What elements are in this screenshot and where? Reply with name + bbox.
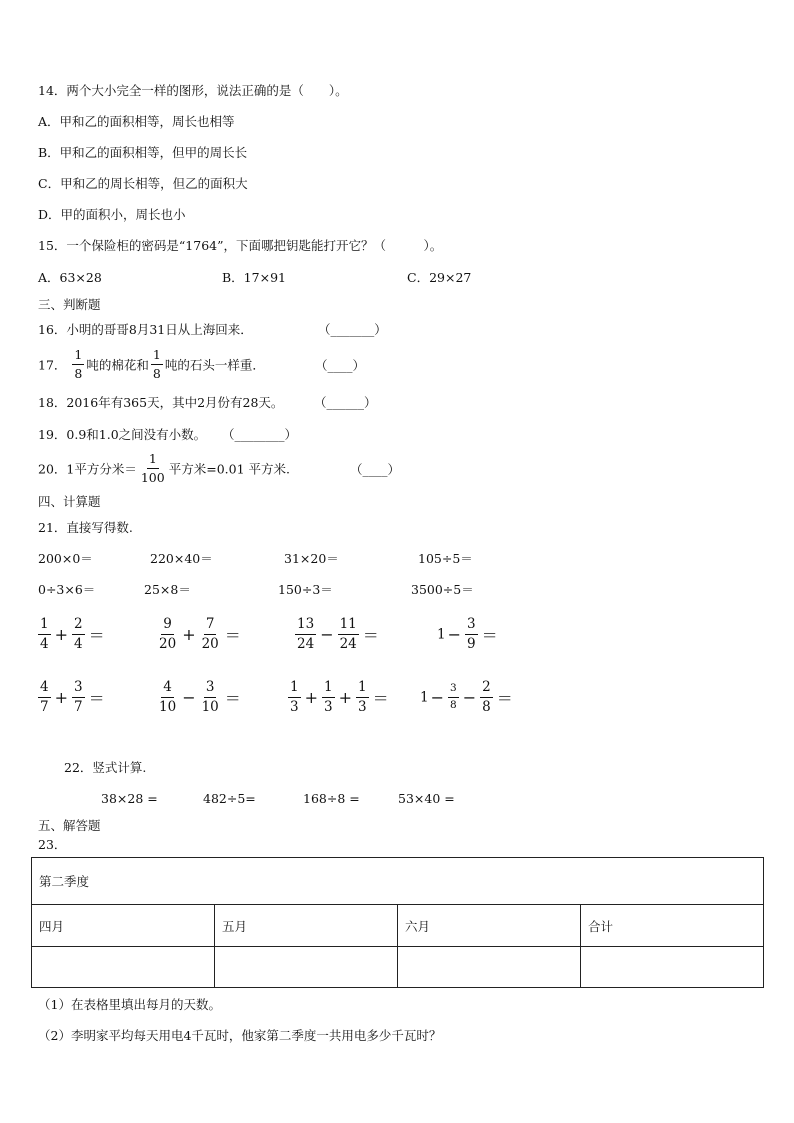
q22-item-4: 53×40 = bbox=[398, 791, 455, 806]
numerator: 1 bbox=[288, 680, 301, 698]
whole-number: 1 bbox=[420, 689, 429, 706]
equals-sign: ＝ bbox=[496, 688, 513, 708]
q17-tail: 吨的石头一样重． bbox=[164, 357, 265, 373]
q18-blank: （______） bbox=[314, 395, 377, 410]
equals-sign: ＝ bbox=[224, 688, 241, 708]
denominator: 3 bbox=[324, 698, 333, 715]
equals-sign: ＝ bbox=[88, 625, 105, 645]
fraction bbox=[72, 617, 85, 652]
numerator: 4 bbox=[38, 680, 51, 698]
fraction bbox=[157, 680, 178, 715]
denominator: 20 bbox=[159, 635, 177, 652]
q20-head: 20．1平方分米＝ bbox=[38, 461, 137, 477]
q20-fraction bbox=[139, 452, 167, 485]
denominator: 8 bbox=[152, 365, 161, 381]
whole-number: 1 bbox=[437, 626, 446, 643]
fraction bbox=[200, 617, 221, 652]
q23-sub2: （2）李明家平均每天用电4千瓦时，他家第二季度一共用电多少千瓦时？ bbox=[38, 1028, 442, 1043]
denominator: 24 bbox=[339, 635, 357, 652]
q20-tail: 平方米=0.01 平方米. bbox=[168, 461, 290, 477]
q21-r2-c4: 3500÷5＝ bbox=[411, 582, 474, 597]
q21-r3-c1 bbox=[36, 617, 107, 652]
q19-blank: （________） bbox=[222, 427, 298, 442]
denominator: 100 bbox=[140, 469, 165, 485]
q21-r4-c1 bbox=[36, 680, 107, 715]
q14-option-a: A．甲和乙的面积相等，周长也相等 bbox=[38, 114, 235, 129]
fraction bbox=[338, 617, 359, 652]
numerator: 1 bbox=[322, 680, 335, 698]
denominator: 10 bbox=[159, 698, 177, 715]
q15-option-a: A．63×28 bbox=[38, 270, 102, 285]
fraction bbox=[38, 680, 51, 715]
fraction bbox=[448, 683, 459, 711]
q19-text: 19．0.9和1.0之间没有小数。 bbox=[38, 427, 207, 442]
equals-sign: ＝ bbox=[362, 625, 379, 645]
section-heading-5: 五、解答题 bbox=[38, 818, 101, 833]
denominator: 4 bbox=[40, 635, 49, 652]
fraction bbox=[157, 617, 178, 652]
fraction bbox=[38, 617, 51, 652]
fraction bbox=[465, 617, 478, 652]
q14-option-d: D．甲的面积小，周长也小 bbox=[38, 207, 186, 222]
q23-table bbox=[31, 857, 764, 988]
answer-cell-total[interactable] bbox=[581, 947, 764, 988]
q23-sub1: （1）在表格里填出每月的天数。 bbox=[38, 997, 221, 1012]
answer-cell-may[interactable] bbox=[215, 947, 398, 988]
fraction bbox=[72, 680, 85, 715]
denominator: 8 bbox=[74, 365, 83, 381]
q17-line bbox=[38, 348, 265, 381]
q21-r4-c4 bbox=[420, 680, 515, 715]
q17-fraction-2 bbox=[151, 348, 163, 381]
denominator: 8 bbox=[482, 698, 491, 715]
denominator: 20 bbox=[201, 635, 219, 652]
section-heading-4: 四、计算题 bbox=[38, 494, 101, 509]
q21-r1-c1: 200×0＝ bbox=[38, 551, 93, 566]
q21-r3-c3 bbox=[293, 617, 381, 652]
numerator: 3 bbox=[204, 680, 217, 698]
denominator: 8 bbox=[450, 698, 457, 711]
section-heading-3: 三、判断题 bbox=[38, 297, 101, 312]
operator: − bbox=[462, 687, 477, 707]
equals-sign: ＝ bbox=[372, 688, 389, 708]
numerator: 4 bbox=[161, 680, 174, 698]
fraction bbox=[322, 680, 335, 715]
q21-r1-c2: 220×40＝ bbox=[150, 551, 213, 566]
fraction bbox=[295, 617, 316, 652]
q17-fraction-1 bbox=[72, 348, 84, 381]
fraction bbox=[356, 680, 369, 715]
denominator: 7 bbox=[40, 698, 49, 715]
header-cell-may: 五月 bbox=[215, 905, 398, 947]
q15-stem: 15．一个保险柜的密码是“1764”，下面哪把钥匙能打开它？（ ）。 bbox=[38, 238, 443, 253]
numerator: 13 bbox=[295, 617, 316, 635]
q14-option-b: B．甲和乙的面积相等，但甲的周长长 bbox=[38, 145, 248, 160]
numerator: 1 bbox=[147, 452, 159, 469]
q21-r1-c4: 105÷5＝ bbox=[418, 551, 473, 566]
q14-stem: 14．两个大小完全一样的图形，说法正确的是（ ）。 bbox=[38, 83, 348, 98]
q22-item-3: 168÷8 = bbox=[303, 791, 360, 806]
operator: − bbox=[430, 687, 444, 707]
q22-item-2: 482÷5= bbox=[203, 791, 256, 806]
equals-sign: ＝ bbox=[224, 625, 241, 645]
fraction bbox=[288, 680, 301, 715]
denominator: 4 bbox=[74, 635, 83, 652]
operator: + bbox=[304, 687, 318, 707]
answer-cell-june[interactable] bbox=[398, 947, 581, 988]
header-cell-april: 四月 bbox=[32, 905, 215, 947]
numerator: 1 bbox=[356, 680, 369, 698]
numerator: 2 bbox=[72, 617, 85, 635]
equals-sign: ＝ bbox=[481, 625, 498, 645]
q22-item-1: 38×28 = bbox=[101, 791, 158, 806]
numerator: 3 bbox=[465, 617, 478, 635]
q21-r4-c3 bbox=[286, 680, 391, 715]
operator: − bbox=[182, 687, 196, 707]
q17-num: 17． bbox=[38, 357, 67, 373]
q18-text: 18．2016年有365天，其中2月份有28天。 bbox=[38, 395, 284, 410]
denominator: 9 bbox=[467, 635, 476, 652]
header-cell-total: 合计 bbox=[581, 905, 764, 947]
q21-title: 21．直接写得数. bbox=[38, 520, 133, 535]
q16-text: 16．小明的哥哥8月31日从上海回来． bbox=[38, 322, 253, 337]
q21-r4-c2 bbox=[155, 680, 243, 715]
q14-option-c: C．甲和乙的周长相等，但乙的面积大 bbox=[38, 176, 248, 191]
q15-option-b: B．17×91 bbox=[222, 270, 286, 285]
q17-blank: （____） bbox=[315, 358, 366, 373]
numerator: 7 bbox=[204, 617, 217, 635]
numerator: 3 bbox=[448, 683, 459, 698]
denominator: 10 bbox=[201, 698, 219, 715]
numerator: 11 bbox=[338, 617, 359, 635]
numerator: 3 bbox=[72, 680, 85, 698]
fraction bbox=[200, 680, 221, 715]
operator: − bbox=[447, 624, 461, 644]
equals-sign: ＝ bbox=[88, 688, 105, 708]
q21-r2-c2: 25×8＝ bbox=[144, 582, 191, 597]
numerator: 9 bbox=[161, 617, 174, 635]
q20-line bbox=[38, 452, 290, 485]
numerator: 1 bbox=[38, 617, 51, 635]
q20-blank: （____） bbox=[350, 462, 401, 477]
denominator: 7 bbox=[74, 698, 83, 715]
operator: + bbox=[54, 687, 68, 707]
q21-r1-c3: 31×20＝ bbox=[284, 551, 339, 566]
q16-blank: （_______） bbox=[318, 322, 387, 337]
q15-option-c: C．29×27 bbox=[407, 270, 472, 285]
numerator: 2 bbox=[480, 680, 493, 698]
q21-r3-c2 bbox=[155, 617, 243, 652]
header-cell-june: 六月 bbox=[398, 905, 581, 947]
fraction bbox=[480, 680, 493, 715]
denominator: 3 bbox=[290, 698, 299, 715]
numerator: 1 bbox=[72, 348, 84, 365]
operator: + bbox=[338, 687, 352, 707]
denominator: 24 bbox=[297, 635, 315, 652]
operator: + bbox=[54, 624, 68, 644]
q21-r3-c4 bbox=[437, 617, 500, 652]
q21-r2-c1: 0÷3×6＝ bbox=[38, 582, 96, 597]
denominator: 3 bbox=[358, 698, 367, 715]
q23-num: 23． bbox=[38, 837, 67, 852]
operator: − bbox=[320, 624, 334, 644]
q21-r2-c3: 150÷3＝ bbox=[278, 582, 333, 597]
table-title-cell: 第二季度 bbox=[32, 858, 764, 905]
q22-title: 22．竖式计算. bbox=[64, 760, 147, 775]
answer-cell-april[interactable] bbox=[32, 947, 215, 988]
numerator: 1 bbox=[151, 348, 163, 365]
q17-mid: 吨的棉花和 bbox=[86, 357, 149, 373]
operator: + bbox=[182, 624, 196, 644]
